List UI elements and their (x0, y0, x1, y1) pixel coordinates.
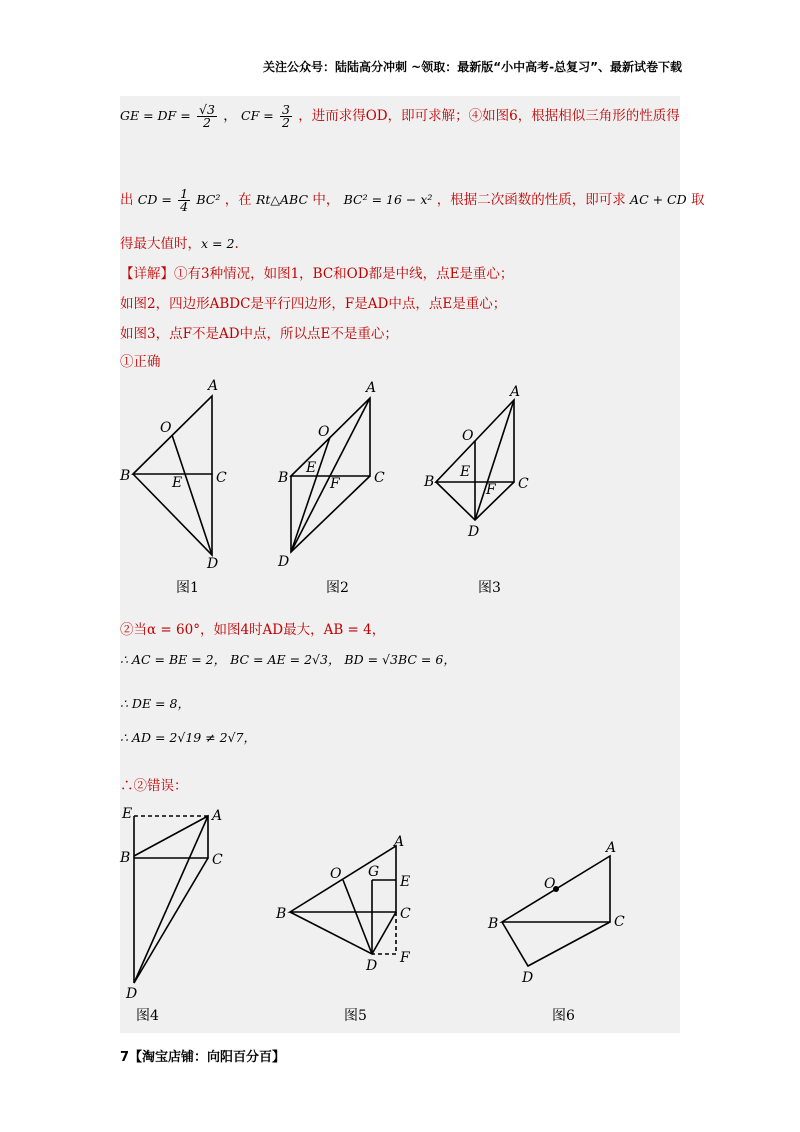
svg-text:D: D (207, 556, 219, 572)
svg-text:E: E (306, 460, 317, 476)
svg-text:F: F (486, 482, 496, 498)
svg-text:G: G (368, 864, 380, 880)
svg-text:A: A (212, 808, 223, 824)
svg-text:B: B (120, 850, 131, 866)
svg-text:B: B (276, 906, 287, 922)
case2-line: ②当α = 60°，如图4时AD最大，AB = 4， (120, 622, 386, 638)
svg-text:D: D (468, 524, 480, 540)
case2-eq-1: ∴ AC = BE = 2， BC = AE = 2√3， BD = √3BC = 6， (120, 652, 456, 667)
svg-text:D: D (366, 958, 378, 974)
case2-eq-3: ∴ AD = 2√19 ≠ 2√7， (120, 730, 257, 745)
svg-text:D: D (278, 554, 290, 570)
svg-text:图4: 图4 (136, 1008, 159, 1024)
solution-line-1: GE = DF = $\frac{√3}{2}$ ， CF = $\frac{3}{2}$ ，进而求得OD，即可求解；④如图6，根据相似三角形的性质得 (120, 102, 680, 130)
svg-text:E: E (172, 475, 183, 491)
svg-text:O: O (318, 424, 330, 440)
svg-text:E: E (122, 806, 133, 822)
solution-line-3: 得最大值时，x = 2. (120, 236, 239, 252)
svg-text:B: B (488, 916, 499, 932)
svg-text:A: A (510, 384, 521, 400)
svg-text:C: C (216, 470, 227, 486)
svg-text:O: O (330, 866, 342, 882)
figures-row-1 (0, 370, 800, 600)
svg-text:F: F (330, 476, 340, 492)
correct-label: ①正确 (120, 354, 161, 370)
svg-text:图1: 图1 (176, 580, 199, 596)
svg-text:A: A (208, 378, 219, 394)
svg-text:O: O (462, 428, 474, 444)
svg-text:C: C (400, 906, 411, 922)
page-footer: 7【淘宝店铺：向阳百分百】 (120, 1050, 286, 1065)
svg-text:图2: 图2 (326, 580, 349, 596)
svg-text:C: C (518, 476, 529, 492)
svg-text:B: B (424, 474, 435, 490)
detail-line-3: 如图3，点F不是AD中点，所以点E不是重心； (120, 326, 398, 342)
svg-text:D: D (522, 970, 534, 986)
case2-eq-2: ∴ DE = 8， (120, 696, 190, 711)
svg-text:F: F (400, 950, 410, 966)
solution-line-2: 出 CD = $\frac{1}{4}$ BC² ，在 Rt△ABC 中， BC² = 16 − x² ，根据二次函数的性质，即可求 AC + CD 取 (120, 186, 705, 214)
svg-text:A: A (606, 840, 617, 856)
svg-text:A: A (394, 834, 405, 850)
svg-text:E: E (400, 874, 411, 890)
svg-text:O: O (160, 420, 172, 436)
svg-text:E: E (460, 464, 471, 480)
svg-text:B: B (278, 470, 289, 486)
svg-text:D: D (126, 986, 138, 1002)
figure-5-diagram (290, 846, 396, 954)
figure-6-diagram (502, 856, 610, 966)
detail-line-2: 如图2，四边形ABDC是平行四边形，F是AD中点，点E是重心； (120, 296, 507, 312)
page-header: 关注公众号：陆陆高分冲刺 ~领取：最新版“小中高考-总复习”、最新试卷下载 (263, 60, 682, 74)
figure-4-diagram (134, 816, 208, 983)
figure-2-diagram (291, 398, 370, 552)
svg-text:B: B (120, 468, 131, 484)
svg-text:C: C (374, 470, 385, 486)
detail-line-1: 【详解】①有3种情况，如图1，BC和OD都是中线，点E是重心； (120, 266, 514, 282)
figures-row-2 (0, 800, 800, 1030)
wrong-label: ∴②错误： (120, 778, 188, 794)
svg-text:A: A (366, 380, 377, 396)
svg-text:C: C (212, 852, 223, 868)
svg-text:O: O (544, 876, 556, 892)
svg-text:图6: 图6 (552, 1008, 575, 1024)
svg-text:C: C (614, 914, 625, 930)
svg-text:图3: 图3 (478, 580, 501, 596)
figure-3-diagram (436, 400, 514, 520)
svg-text:图5: 图5 (344, 1008, 367, 1024)
